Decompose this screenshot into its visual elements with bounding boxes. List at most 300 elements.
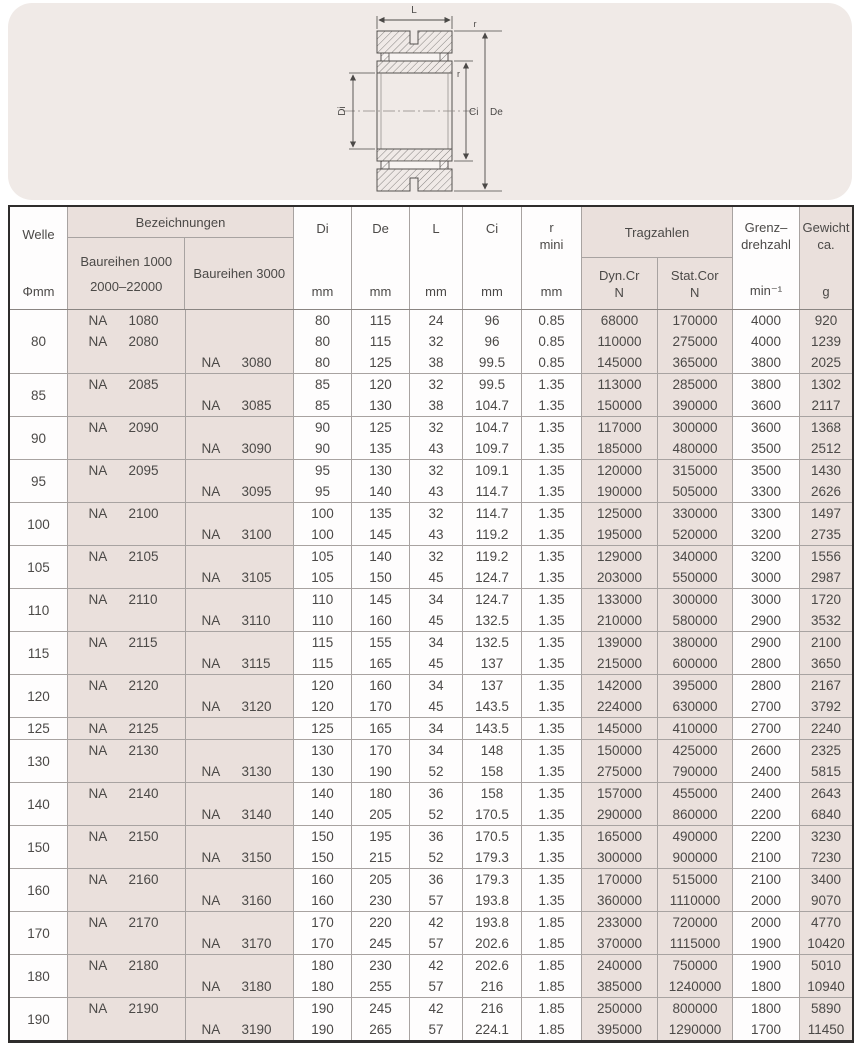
table-cell-line [186,740,293,761]
table-cell-line [186,438,293,459]
ci-cell [463,998,522,1040]
table-cell-line [186,395,293,416]
de-cell [352,675,410,717]
table-cell-line: 365000 [672,355,718,370]
table-cell-line: 80 [314,355,331,370]
ci-cell [463,912,522,954]
dim-label-De: De [490,107,503,118]
table-cell-line: 275000 [672,334,718,349]
dim-label-Di: Di [337,106,348,116]
table-cell-line: 170000 [596,872,643,887]
series-3000-cell [186,912,294,954]
table-cell-line: 32 [428,463,444,478]
table-cell-line [186,352,293,373]
table-cell-line [186,610,293,631]
designation-number: 2130 [128,743,159,758]
table-cell-line: 157000 [596,786,643,801]
table-cell-line: 5890 [810,1001,842,1016]
series-3000-cell [186,632,294,674]
header-r-unit: mm [540,284,563,299]
table-cell-line: 170 [311,915,334,930]
table-cell-line: 100 [311,527,334,542]
series-3000-cell [186,310,294,373]
series-3000-cell [186,869,294,911]
table-cell-line: 160 [311,893,334,908]
table-cell-line: 170000 [672,313,718,328]
table-cell-line [68,589,185,610]
table-cell-line [68,331,185,352]
series-3000-cell [186,460,294,502]
designation-number: 3085 [241,398,272,413]
header-stat-cor [658,258,733,309]
table-cell-line: 85 [314,377,331,392]
speed-cell [733,374,800,416]
designation-number: 2100 [128,506,159,521]
designation-prefix: NA [201,656,221,671]
welle-cell [10,632,68,674]
designation-prefix: NA [88,678,108,693]
table-cell-line: 900000 [672,850,718,865]
table-cell-line [186,546,293,567]
table-cell-line [186,653,293,674]
table-cell-line [186,1019,293,1040]
table-cell-line [186,589,293,610]
table-cell-line [68,847,185,868]
table-cell-line: 1.85 [538,936,565,951]
dyn-cell [582,998,658,1040]
stat-cell [658,632,733,674]
table-cell-line: 185000 [596,441,643,456]
table-cell-line: 119.2 [475,527,509,542]
table-cell-line [186,331,293,352]
table-cell-line: 135 [369,506,392,521]
table-cell-line: 52 [428,850,444,865]
header-stat-unit: N [690,284,700,300]
table-row-group [10,911,852,954]
header-dyn-label: Dyn.Cr [599,267,640,283]
table-cell-line: 5815 [810,764,842,779]
table-cell-line: 36 [428,872,444,887]
di-cell [294,955,352,997]
table-cell-line: 515000 [672,872,718,887]
series-3000-cell [186,589,294,631]
table-cell-line: 120 [311,699,334,714]
table-cell-line: 3230 [810,829,842,844]
table-cell-line: 3300 [750,484,782,499]
table-cell-line [68,417,185,438]
dyn-cell [582,783,658,825]
table-cell-line: 3500 [750,463,782,478]
designation-prefix: NA [88,334,108,349]
series-3000-cell [186,955,294,997]
table-cell-line [186,503,293,524]
designation-number: 2085 [128,377,159,392]
designation-number: 2115 [128,635,158,650]
table-cell-line: 245 [369,936,392,951]
l-cell [410,740,463,782]
table-row-group [10,717,852,739]
header-ci [463,207,522,309]
table-cell-line: 410000 [672,721,718,736]
designation-number: 3140 [241,807,272,822]
header-ci-label: Ci [485,221,499,236]
designation-prefix: NA [201,355,221,370]
table-cell-line: 1.35 [538,420,565,435]
table-cell-line: 10420 [807,936,845,951]
table-cell-line: 160 [311,872,334,887]
designation-prefix: NA [201,527,221,542]
designation-prefix: NA [88,463,108,478]
table-cell-line [68,826,185,847]
table-cell-line: 57 [428,893,444,908]
table-cell-line: 1.35 [538,635,565,650]
table-cell-line: 1.35 [538,549,565,564]
table-cell-line: 520000 [672,527,718,542]
table-cell-line: 425000 [672,743,718,758]
header-gewicht-unit: g [822,284,830,299]
table-cell-line: 205 [369,872,392,887]
table-cell-line: 300000 [672,592,718,607]
table-cell-line: 1.35 [538,463,565,478]
header-dyn-unit: N [614,284,624,300]
designation-number: 2125 [128,721,159,736]
table-cell-line: 3400 [810,872,842,887]
table-cell-line: 330000 [672,506,718,521]
stat-cell [658,374,733,416]
welle-cell [10,417,68,459]
designation-prefix: NA [201,441,221,456]
table-cell-line: 179.3 [475,850,509,865]
table-cell-line: 117000 [597,420,642,435]
designation-prefix: NA [201,764,221,779]
welle-value: 105 [27,559,50,575]
designation-number: 2110 [128,592,158,607]
welle-value: 110 [27,602,50,618]
table-cell-line: 3800 [750,355,782,370]
table-cell-line: 4770 [810,915,842,930]
table-cell-line: 1.35 [538,829,565,844]
speed-cell [733,460,800,502]
table-cell-line: 114.7 [475,484,509,499]
welle-value: 85 [30,387,47,403]
table-cell-line: 57 [428,1022,444,1037]
welle-value: 80 [30,334,47,349]
table-cell-line: 2000 [750,893,782,908]
table-cell-line: 104.7 [475,420,509,435]
l-cell [410,310,463,373]
welle-cell [10,589,68,631]
table-cell-line: 120 [369,377,392,392]
designation-number: 3080 [241,355,272,370]
designation-number: 3095 [241,484,272,499]
roller-band-top [381,53,448,61]
table-cell-line: 2325 [810,743,842,758]
table-cell-line [68,890,185,911]
table-row-group [10,825,852,868]
table-cell-line: 390000 [672,398,718,413]
table-cell-line [186,696,293,717]
r-cell [522,374,582,416]
table-cell-line [68,438,185,459]
designation-number: 3105 [241,570,272,585]
table-cell-line: 57 [428,936,444,951]
table-cell-line: 130 [311,764,334,779]
table-cell-line: 220 [369,915,392,930]
l-cell [410,589,463,631]
l-cell [410,632,463,674]
table-cell-line: 170 [369,743,392,758]
header-r-mini-label: mini [539,237,564,252]
designation-number: 2080 [128,334,159,349]
weight-cell [800,310,852,373]
table-cell-line: 45 [428,699,444,714]
bearing-drawing-panel [8,3,852,200]
welle-cell [10,740,68,782]
header-grenz-line1: Grenz– [744,220,788,235]
table-cell-line [186,890,293,911]
di-cell [294,869,352,911]
table-cell-line: 105 [311,570,334,585]
header-bezeichnungen: Bezeichnungen [68,207,293,238]
designation-prefix: NA [88,786,108,801]
table-cell-line: 52 [428,764,444,779]
table-cell-line: 3500 [750,441,782,456]
table-cell-line [186,460,293,481]
welle-cell [10,783,68,825]
table-cell-line: 24 [428,313,444,328]
outer-ring-bottom [377,169,452,191]
designation-prefix: NA [88,506,108,521]
welle-cell [10,503,68,545]
table-cell-line: 2100 [750,850,782,865]
table-cell-line: 202.6 [475,936,509,951]
welle-cell [10,546,68,588]
table-cell-line [68,546,185,567]
designation-number: 3115 [241,656,271,671]
table-cell-line: 920 [814,313,838,328]
l-cell [410,955,463,997]
di-cell [294,632,352,674]
speed-cell [733,675,800,717]
table-cell-line: 193.8 [475,893,509,908]
table-cell-line: 2200 [750,807,782,822]
table-row-group [10,310,852,373]
table-cell-line: 215000 [596,656,643,671]
designation-number: 3130 [241,764,272,779]
welle-cell [10,374,68,416]
table-cell-line [68,761,185,782]
table-cell-line: 290000 [596,807,643,822]
table-cell-line: 4000 [750,313,782,328]
series-3000-cell [186,374,294,416]
table-cell-line: 143.5 [475,721,509,736]
series-1000-cell [68,740,186,782]
table-cell-line: 1.35 [538,398,565,413]
table-cell-line: 385000 [596,979,643,994]
header-di [294,207,352,309]
table-cell-line: 3000 [750,570,782,585]
r-cell [522,632,582,674]
table-cell-line: 110 [311,613,334,628]
table-row-group [10,674,852,717]
l-cell [410,460,463,502]
table-cell-line: 1900 [750,936,782,951]
table-cell-line: 4000 [750,334,782,349]
table-cell-line: 32 [428,377,444,392]
table-cell-line: 2117 [811,398,841,413]
table-row-group [10,459,852,502]
table-cell-line: 110 [311,592,334,607]
table-cell-line: 90 [314,441,331,456]
designation-number: 2150 [128,829,159,844]
table-cell-line: 3200 [750,549,782,564]
l-cell [410,826,463,868]
de-cell [352,783,410,825]
dyn-cell [582,374,658,416]
welle-cell [10,869,68,911]
table-cell-line: 155 [369,635,392,650]
dyn-cell [582,546,658,588]
table-cell-line [68,869,185,890]
di-cell [294,998,352,1040]
table-cell-line: 143.5 [475,699,509,714]
table-cell-line: 43 [428,484,444,499]
table-cell-line: 1.85 [538,915,565,930]
ci-cell [463,675,522,717]
ci-cell [463,869,522,911]
r-cell [522,718,582,739]
table-cell-line: 115 [369,334,392,349]
table-cell-line: 193.8 [475,915,509,930]
ci-cell [463,374,522,416]
table-cell-line [186,524,293,545]
table-cell-line [186,567,293,588]
stat-cell [658,460,733,502]
table-cell-line: 3792 [810,699,842,714]
table-cell-line: 132.5 [475,635,509,650]
header-welle-label: Welle [22,227,55,242]
table-cell-line [68,352,185,373]
table-cell-line [68,998,185,1019]
dyn-cell [582,589,658,631]
table-cell-line: 150000 [596,398,643,413]
weight-cell [800,546,852,588]
table-cell-line: 1800 [750,979,782,994]
table-cell-line: 9070 [810,893,842,908]
table-cell-line: 45 [428,656,444,671]
di-cell [294,740,352,782]
table-cell-line: 132.5 [475,613,509,628]
ci-cell [463,460,522,502]
designation-number: 2090 [128,420,159,435]
table-cell-line: 265 [369,1022,392,1037]
dim-label-r-inner: r [457,69,460,79]
l-cell [410,718,463,739]
l-cell [410,546,463,588]
stat-cell [658,826,733,868]
speed-cell [733,998,800,1040]
header-grenz-line2: drehzahl [741,237,791,252]
welle-cell [10,460,68,502]
weight-cell [800,632,852,674]
table-cell-line: 1.85 [538,958,565,973]
designation-prefix: NA [88,915,108,930]
table-cell-line: 1800 [750,1001,782,1016]
table-cell-line: 202.6 [475,958,509,973]
stat-cell [658,783,733,825]
table-cell-line: 2200 [750,829,782,844]
stat-cell [658,718,733,739]
table-cell-line: 150 [369,570,392,585]
de-cell [352,998,410,1040]
header-r-mini [522,207,582,309]
table-cell-line: 395000 [672,678,718,693]
table-cell-line [68,524,185,545]
table-cell-line: 3650 [810,656,842,671]
table-cell-line: 180 [311,979,334,994]
table-cell-line: 109.1 [475,463,509,478]
series-3000-cell [186,718,294,739]
header-r-label: r [549,220,554,235]
table-cell-line: 43 [428,527,444,542]
inner-ring-top [377,61,452,73]
r-cell [522,869,582,911]
table-cell-line: 5010 [810,958,842,973]
table-cell-line: 113000 [597,377,642,392]
de-cell [352,955,410,997]
table-cell-line: 203000 [596,570,643,585]
ci-cell [463,718,522,739]
table-cell-line: 160 [369,613,392,628]
designation-number: 3190 [241,1022,272,1037]
table-cell-line: 1368 [810,420,842,435]
table-cell-line [68,310,185,331]
table-cell-line: 2800 [750,678,782,693]
table-cell-line: 145 [369,592,392,607]
dim-label-L: L [411,5,417,16]
weight-cell [800,503,852,545]
de-cell [352,417,410,459]
table-cell-line: 170 [311,936,334,951]
designation-prefix: NA [201,807,221,822]
de-cell [352,460,410,502]
header-gewicht-line1: Gewicht [802,220,850,235]
table-cell-line: 2240 [810,721,842,736]
table-cell-line: 165 [369,656,392,671]
table-cell-line: 360000 [596,893,643,908]
designation-prefix: NA [201,570,221,585]
header-l [410,207,463,309]
table-cell-line: 1110000 [669,893,721,908]
de-cell [352,310,410,373]
table-body [10,310,852,1040]
designation-prefix: NA [88,872,108,887]
r-cell [522,503,582,545]
table-cell-line: 2167 [810,678,842,693]
header-de [352,207,410,309]
ci-cell [463,826,522,868]
table-cell-line [186,417,293,438]
table-cell-line: 1.35 [538,484,565,499]
welle-value: 130 [27,753,50,769]
header-bezeichnungen-group [68,207,294,309]
series-3000-cell [186,675,294,717]
table-cell-line: 2900 [750,613,782,628]
designation-number: 1080 [128,313,159,328]
speed-cell [733,740,800,782]
table-cell-line [68,976,185,997]
table-cell-line: 45 [428,570,444,585]
